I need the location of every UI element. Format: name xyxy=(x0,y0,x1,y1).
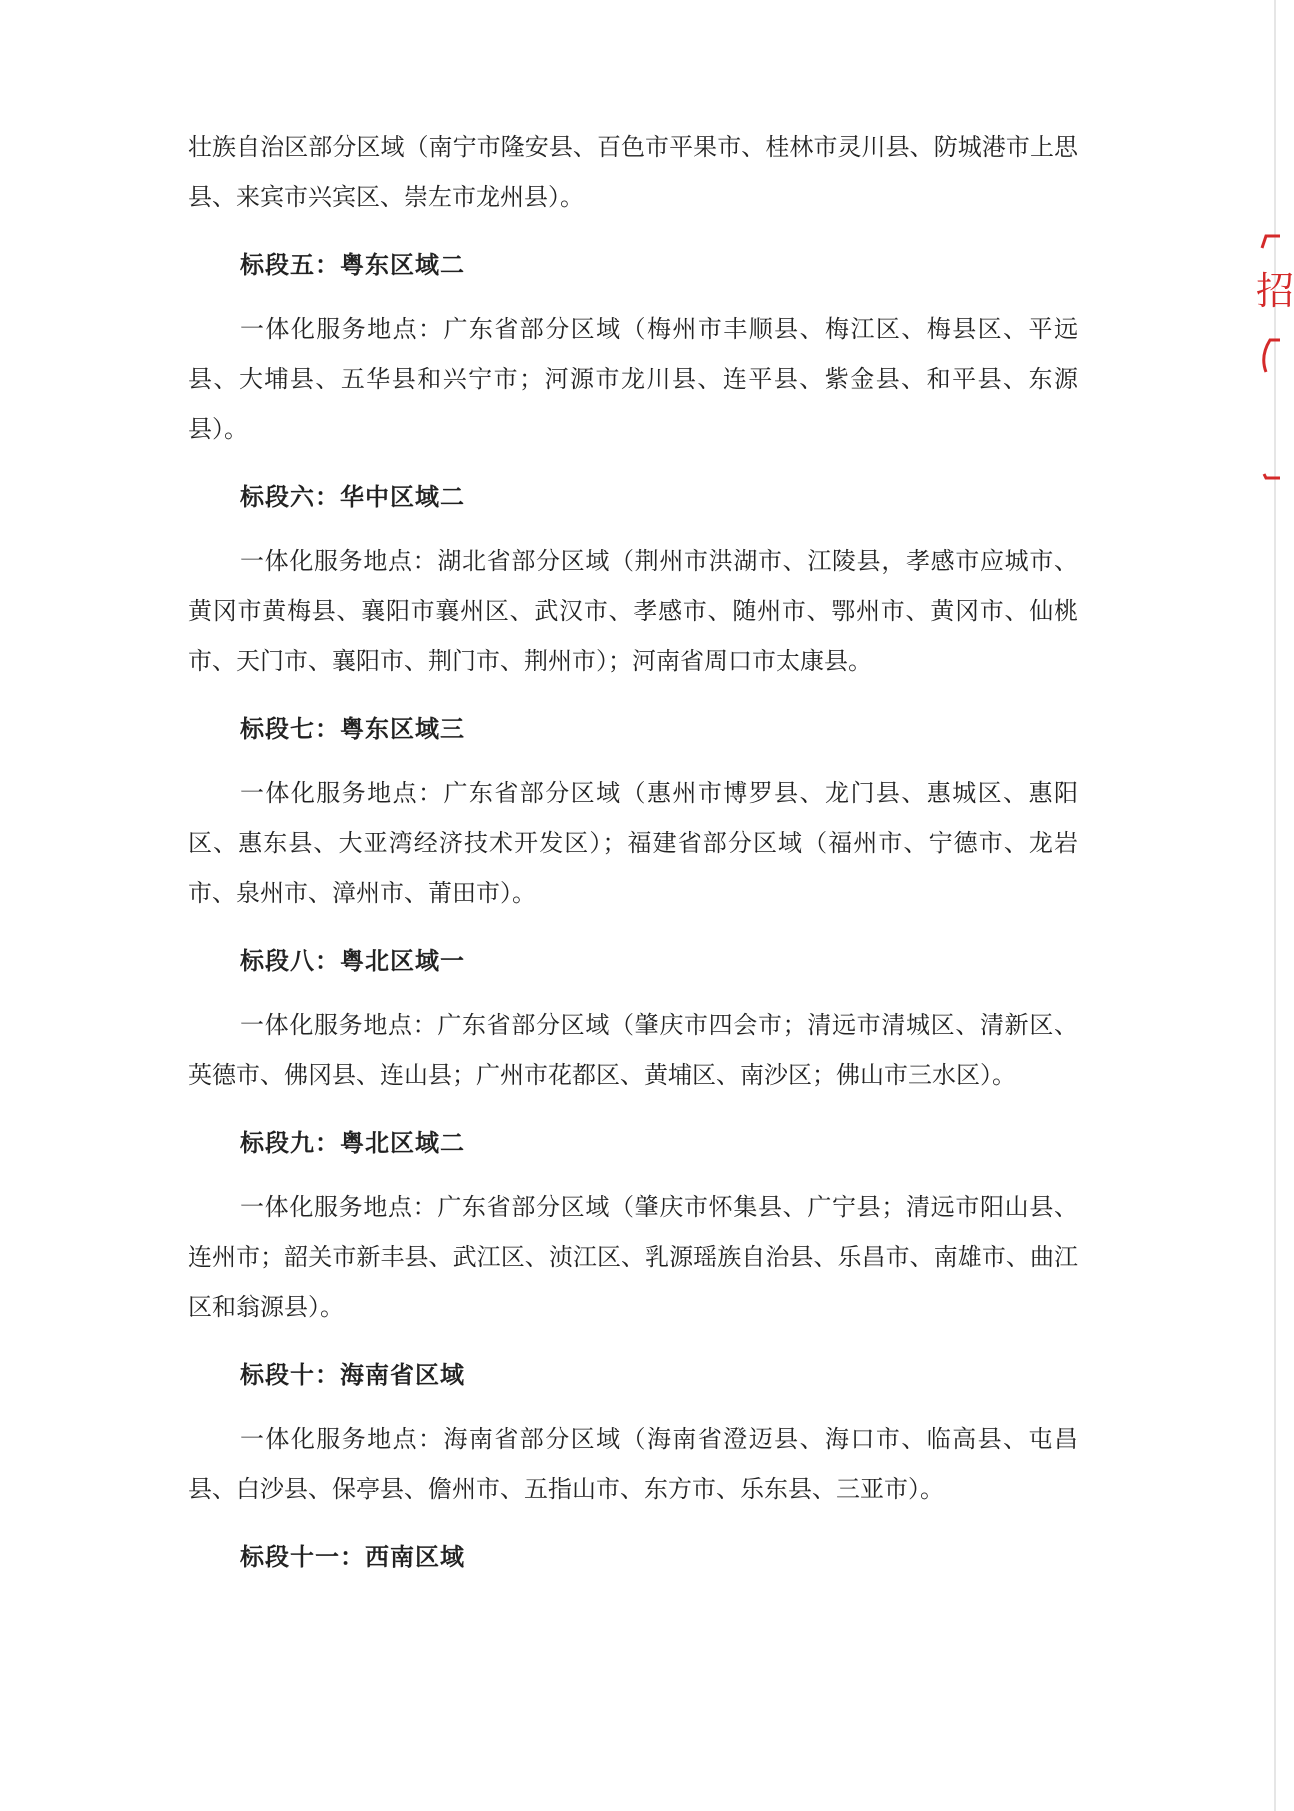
section-7 xyxy=(188,704,1078,918)
section-heading: 标段九：粤北区域二 xyxy=(240,1128,465,1157)
section-body: 一体化服务地点：湖北省部分区域（荆州市洪湖市、江陵县，孝感市应城市、黄冈市黄梅县、襄阳市襄州区、武汉市、孝感市、随州市、鄂州市、黄冈市、仙桃市、天门市、襄阳市、荆门市、荆州市）；河南省周口市太康县。 xyxy=(188,547,1078,675)
section-body: 一体化服务地点：广东省部分区域（肇庆市怀集县、广宁县；清远市阳山县、连州市；韶关市新丰县、武江区、浈江区、乳源瑶族自治县、乐昌市、南雄市、曲江区和翁源县）。 xyxy=(188,1193,1078,1321)
document-body xyxy=(188,122,1078,1596)
section-heading: 标段十：海南省区域 xyxy=(240,1360,465,1389)
section-body: 一体化服务地点：海南省部分区域（海南省澄迈县、海口市、临高县、屯昌县、白沙县、保亭县、儋州市、五指山市、东方市、乐东县、三亚市）。 xyxy=(188,1425,1078,1503)
red-seal-fragment xyxy=(1240,228,1294,508)
section-5 xyxy=(188,240,1078,454)
section-body: 一体化服务地点：广东省部分区域（惠州市博罗县、龙门县、惠城区、惠阳区、惠东县、大亚湾经济技术开发区）；福建省部分区域（福州市、宁德市、龙岩市、泉州市、漳州市、莆田市）。 xyxy=(188,779,1078,907)
section-heading: 标段七：粤东区域三 xyxy=(240,714,465,743)
section-6 xyxy=(188,472,1078,686)
section-9 xyxy=(188,1118,1078,1332)
section-10 xyxy=(188,1350,1078,1514)
section-body: 一体化服务地点：广东省部分区域（肇庆市四会市；清远市清城区、清新区、英德市、佛冈县、连山县；广州市花都区、黄埔区、南沙区；佛山市三水区）。 xyxy=(188,1011,1078,1089)
seal-text: 招 xyxy=(1256,269,1294,313)
section-body: 一体化服务地点：广东省部分区域（梅州市丰顺县、梅江区、梅县区、平远县、大埔县、五华县和兴宁市；河源市龙川县、连平县、紫金县、和平县、东源县）。 xyxy=(188,315,1078,443)
section-11 xyxy=(188,1532,1078,1582)
section-heading: 标段八：粤北区域一 xyxy=(240,946,465,975)
intro-continuation: 壮族自治区部分区域（南宁市隆安县、百色市平果市、桂林市灵川县、防城港市上思县、来宾市兴宾区、崇左市龙州县）。 xyxy=(188,133,1078,211)
section-heading: 标段六：华中区域二 xyxy=(240,482,465,511)
section-8 xyxy=(188,936,1078,1100)
section-heading: 标段五：粤东区域二 xyxy=(240,250,465,279)
section-heading: 标段十一：西南区域 xyxy=(240,1542,465,1571)
